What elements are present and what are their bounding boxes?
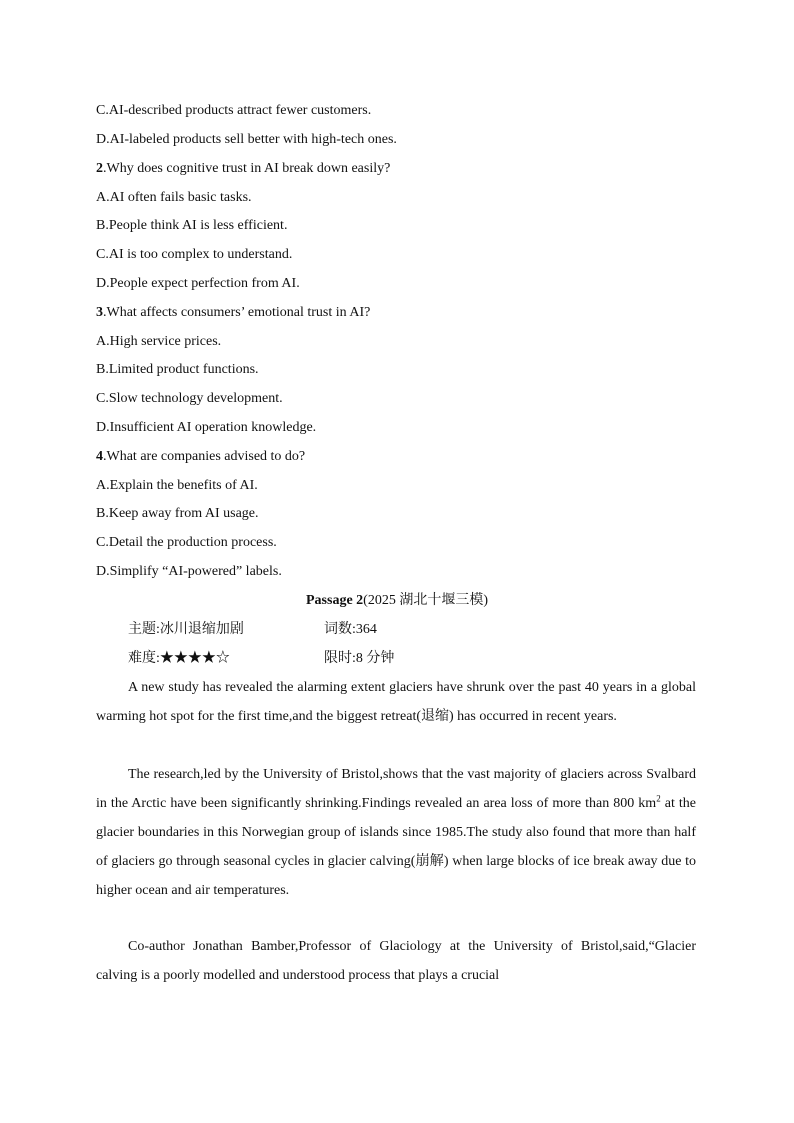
q4-option-b: B.Keep away from AI usage.	[96, 506, 259, 521]
q4-option-c: C.Detail the production process.	[96, 535, 277, 550]
q3-option-c: C.Slow technology development.	[96, 391, 283, 406]
q1-option-d: D.AI-labeled products sell better with high-tech ones.	[96, 132, 397, 147]
q3-number: 3	[96, 305, 103, 320]
q3-option-d: D.Insufficient AI operation knowledge.	[96, 420, 317, 435]
paragraph-1-text: A new study has revealed the alarming extent glaciers have shrunk over the past 40 years in a global warming hot spot for the first time,and the biggest retreat(退缩) has occurred in recent years.	[96, 680, 696, 724]
q1-option-c: C.AI-described products attract fewer customers.	[96, 103, 372, 118]
passage-title: Passage 2	[306, 593, 364, 608]
paragraph-3-text: Co-author Jonathan Bamber,Professor of Glaciology at the University of Bristol,said,“Glacier calving is a poorly modelled and understood process that plays a crucial	[96, 939, 696, 983]
passage-difficulty: 难度:★★★★☆	[128, 651, 230, 666]
q3-option-a: A.High service prices.	[96, 334, 222, 349]
q4-option-a: A.Explain the benefits of AI.	[96, 478, 258, 493]
paragraph-2-text-a: The research,led by the University of Bristol,shows that the vast majority of glaciers across Svalbard in the Arctic have been significantly shrinking.Findings revealed an area loss of more than 800 km	[96, 767, 696, 811]
superscript-2: 2	[656, 793, 661, 804]
q2-question	[96, 160, 390, 178]
q2-option-a: A.AI often fails basic tasks.	[96, 190, 252, 205]
q3-stem: .What affects consumers’ emotional trust in AI?	[103, 305, 371, 320]
q4-option-d: D.Simplify “AI-powered” labels.	[96, 564, 282, 579]
passage-source: (2025 湖北十堰三模)	[363, 593, 488, 608]
passage-theme: 主题:冰川退缩加剧	[128, 622, 244, 637]
paragraph-2-text-b: at the glacier boundaries in this Norwegian group of islands since 1985.The study also found that more than half of glaciers go through seasonal cycles in glacier calving(崩解) when large blocks of ice break away due to higher ocean and air temperatures.	[96, 796, 696, 898]
passage-heading	[0, 592, 794, 610]
q2-option-c: C.AI is too complex to understand.	[96, 247, 293, 262]
q3-question	[96, 304, 370, 322]
q4-number: 4	[96, 449, 103, 464]
passage-paragraph-3	[96, 932, 696, 990]
passage-paragraph-2	[96, 760, 696, 905]
q2-number: 2	[96, 161, 103, 176]
passage-time-limit: 限时:8 分钟	[324, 651, 395, 666]
q2-stem: .Why does cognitive trust in AI break down easily?	[103, 161, 391, 176]
q4-question	[96, 448, 305, 466]
q2-option-d: D.People expect perfection from AI.	[96, 276, 300, 291]
passage-paragraph-1	[96, 673, 696, 731]
q3-option-b: B.Limited product functions.	[96, 362, 259, 377]
passage-word-count: 词数:364	[324, 622, 377, 637]
q4-stem: .What are companies advised to do?	[103, 449, 306, 464]
q2-option-b: B.People think AI is less efficient.	[96, 218, 288, 233]
